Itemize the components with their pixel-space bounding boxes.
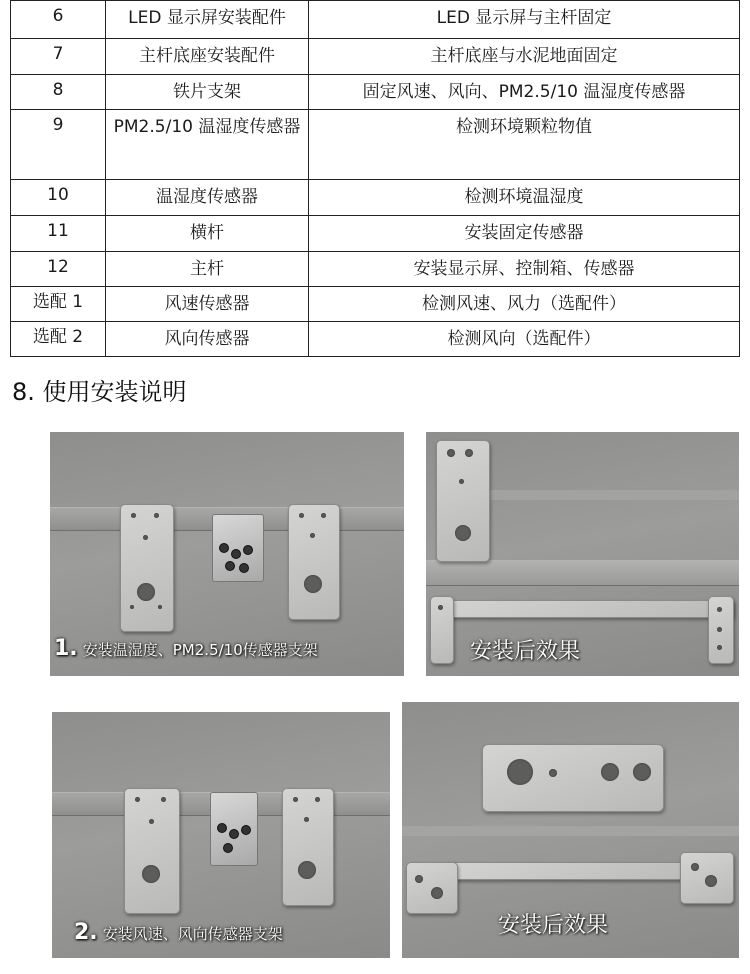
cell-number: 11 [11,216,106,252]
bracket-right [288,504,340,620]
table-row [11,252,740,287]
cell-number: 9 [11,110,106,180]
photo-step2 [52,712,390,958]
sensor-plate [482,744,664,812]
cell-description: 安装固定传感器 [309,216,740,252]
crossbar-end-left [430,596,454,664]
cell-number: 12 [11,252,106,287]
bracket-left [120,504,174,632]
photo-caption [74,920,283,945]
table-row [11,39,740,75]
cell-description: 固定风速、风向、PM2.5/10 温湿度传感器 [309,75,740,110]
parts-table [10,0,740,357]
cell-name: 铁片支架 [106,75,309,110]
table-row [11,110,740,180]
crossbar-end-right [680,852,734,904]
table-row [11,216,740,252]
bracket-left [124,788,180,914]
hardware-bag [212,514,264,582]
table-row [11,322,740,357]
crossbar [432,600,734,618]
cell-number: 选配 2 [11,322,106,357]
photo-caption [54,636,318,661]
cell-name: 温湿度传感器 [106,180,309,216]
cell-name: 风速传感器 [106,287,309,322]
photo-step1 [50,432,404,676]
cell-name: LED 显示屏安装配件 [106,1,309,39]
cell-name: 横杆 [106,216,309,252]
cell-number: 10 [11,180,106,216]
cell-name: 风向传感器 [106,322,309,357]
cell-number: 7 [11,39,106,75]
result-caption: 安装后效果 [470,639,581,664]
cell-description: 安装显示屏、控制箱、传感器 [309,252,740,287]
cell-number: 6 [11,1,106,39]
section-heading: 8. 使用安装说明 [12,378,187,406]
hardware-bag [210,792,258,866]
crossbar [442,862,714,880]
step-caption: 安装风速、风向传感器支架 [102,925,283,943]
photo-result2 [402,702,739,958]
photo-result1 [426,432,739,676]
table-row [11,75,740,110]
cell-name: PM2.5/10 温湿度传感器 [106,110,309,180]
cell-description: 检测环境温湿度 [309,180,740,216]
cell-description: 检测环境颗粒物值 [309,110,740,180]
cell-description: 主杆底座与水泥地面固定 [309,39,740,75]
table-row [11,1,740,39]
table-row [11,287,740,322]
result-caption: 安装后效果 [498,913,609,938]
cell-number: 选配 1 [11,287,106,322]
cell-description: 检测风向（选配件） [309,322,740,357]
crossbar-end-left [406,862,458,914]
cell-name: 主杆底座安装配件 [106,39,309,75]
cell-description: LED 显示屏与主杆固定 [309,1,740,39]
step-number: 2. [74,920,98,945]
table-row [11,180,740,216]
step-caption: 安装温湿度、PM2.5/10传感器支架 [82,641,318,659]
bracket-mounted [436,440,490,562]
cell-description: 检测风速、风力（选配件） [309,287,740,322]
bracket-right [282,788,334,906]
crossbar-end-right [708,596,734,664]
cell-number: 8 [11,75,106,110]
cell-name: 主杆 [106,252,309,287]
step-number: 1. [54,636,78,661]
